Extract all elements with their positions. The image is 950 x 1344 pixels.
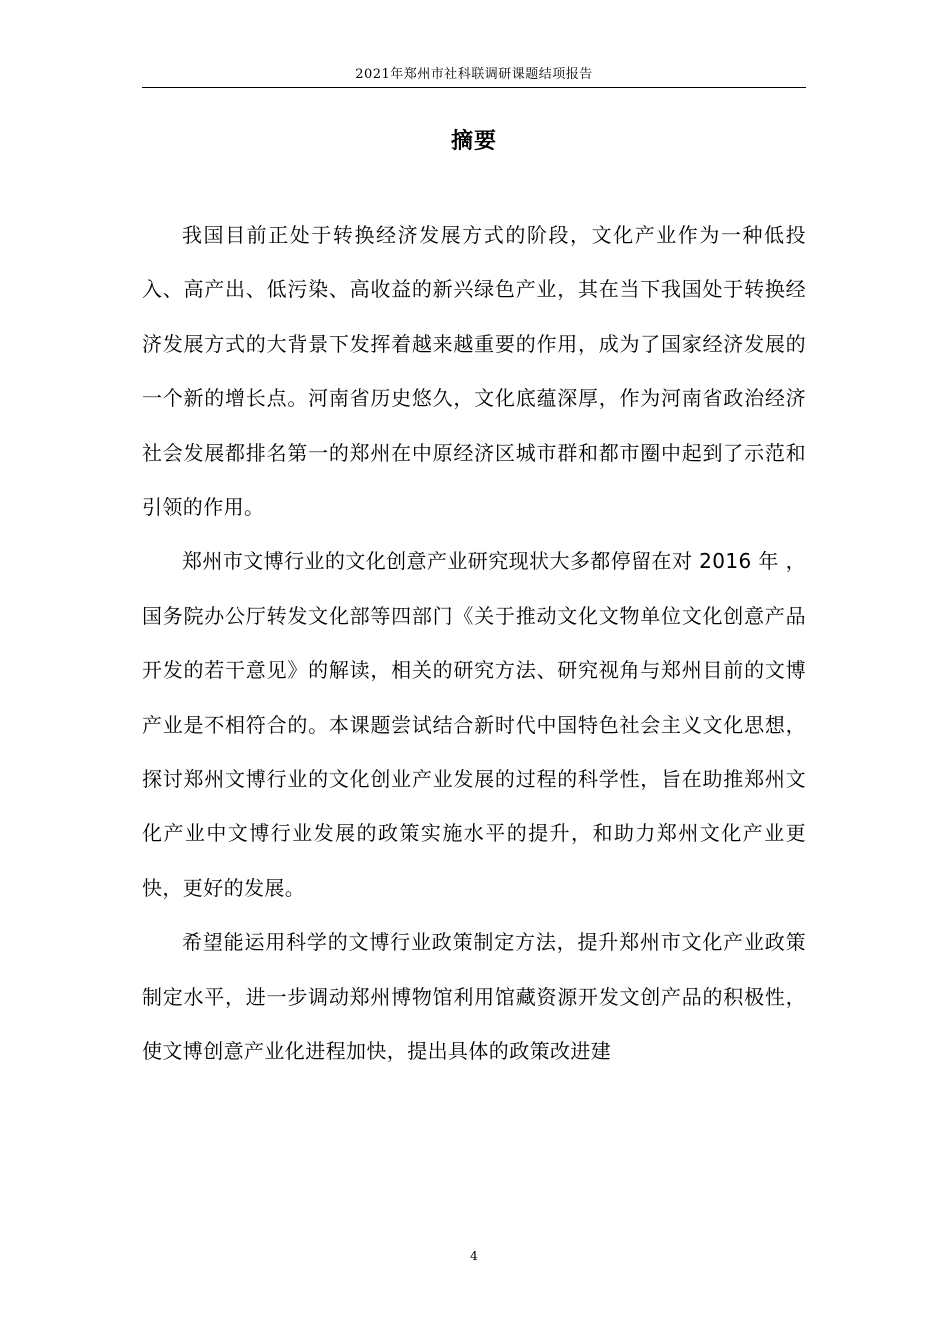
paragraph-3: 希望能运用科学的文博行业政策制定方法，提升郑州市文化产业政策制定水平，进一步调动郑州博物馆利用馆藏资源开发文创产品的积极性，使文博创意产业化进程加快，提出具体的政策改进建 <box>142 930 806 1064</box>
page-number: 4 <box>470 1249 478 1263</box>
running-header: 2021年郑州市社科联调研课题结项报告 <box>355 67 593 82</box>
body-text <box>142 208 806 1079</box>
paragraph-1: 我国目前正处于转换经济发展方式的阶段，文化产业作为一种低投入、高产出、低污染、高收益的新兴绿色产业，其在当下我国处于转换经济发展方式的大背景下发挥着越来越重要的作用，成为了国家经济发展的一个新的增长点。河南省历史悠久，文化底蕴深厚，作为河南省政治经济社会发展都排名第一的郑州在中原经济区城市群和都市圈中起到了示范和引领的作用。 <box>142 223 806 520</box>
header-rule <box>142 87 806 88</box>
paragraph-2: 郑州市文博行业的文化创意产业研究现状大多都停留在对 2016 年 ，国务院办公厅转发文化部等四部门《关于推动文化文物单位文化创意产品开发的若干意见》的解读，相关的研究方法、研究视角与郑州目前的文博产业是不相符合的。本课题尝试结合新时代中国特色社会主义文化思想，探讨郑州文博行业的文化创业产业发展的过程的科学性，旨在助推郑州文化产业中文博行业发展的政策实施水平的提升，和助力郑州文化产业更快，更好的发展。 <box>142 549 806 900</box>
page-title: 摘要 <box>450 129 497 154</box>
